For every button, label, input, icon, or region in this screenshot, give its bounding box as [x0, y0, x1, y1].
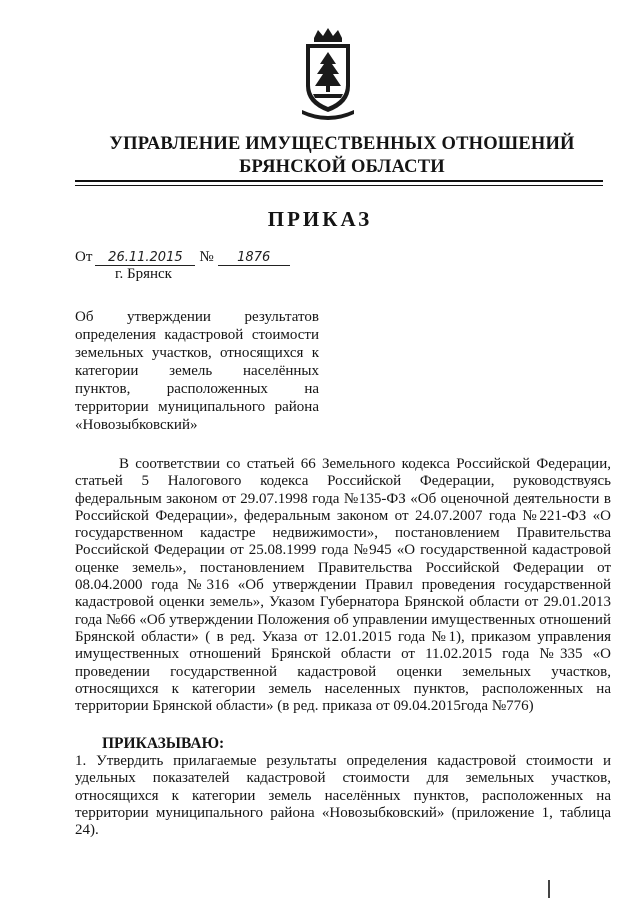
preamble [75, 456, 611, 715]
coat-of-arms-icon [300, 28, 356, 120]
item-line: 24). [75, 822, 99, 839]
body-line: оценке земель», постановлением Правительства Российской Федерации от [75, 559, 611, 576]
body-line: проведении государственной кадастровой оценки земельных участков, [75, 663, 611, 680]
order-item-1 [75, 753, 611, 839]
subject-line: «Новозыбковский» [75, 417, 198, 433]
body-line: Российской Федерации», федеральным законом от 24.07.2007 года №221-ФЗ «О [75, 507, 611, 524]
subject-line: категории земель населённых [75, 363, 319, 379]
number-label: № [199, 249, 214, 265]
order-date: 26.11.2015 [95, 250, 195, 266]
subject-line: земельных участков, относящихся к [75, 345, 319, 361]
scan-mark [548, 880, 550, 898]
body-line: статьей 5 Налогового кодекса Российской Федерации, руководствуясь [75, 473, 611, 490]
body-line: года №66 «Об утверждении Положения об управлении имущественных отношений [75, 611, 611, 628]
order-number: 1876 [218, 250, 290, 266]
from-label: От [75, 249, 93, 265]
header-rule-thick [75, 180, 603, 182]
body-line: Брянской области» ( в ред. Указа от 12.01.2015 года №1), приказом управления [75, 628, 611, 645]
body-line: Российской Федерации от 25.08.1999 года №945 «О государственной кадастровой [75, 542, 611, 559]
subject-line: определения кадастровой стоимости [75, 327, 319, 343]
body-line: В соответствии со статьей 66 Земельного кодекса Российской Федерации, [119, 456, 611, 472]
body-line: 08.04.2000 года №316 «Об утверждении Правил проведения государственной [75, 577, 611, 594]
subject-line: территории муниципального района [75, 399, 319, 415]
item-line: удельных показателей кадастровой стоимости для земельных участков, [75, 770, 611, 787]
document-title: ПРИКАЗ [267, 207, 373, 231]
date-number-line [75, 249, 290, 266]
item-line: 1. Утвердить прилагаемые результаты определения кадастровой стоимости и [75, 753, 611, 769]
subject-line: Об утверждении результатов [75, 309, 319, 325]
item-line: относящихся к категории земель населённых пунктов, расположенных на [75, 787, 611, 804]
header-rule-thin [75, 185, 603, 186]
body-line: имущественных отношений Брянской области от 11.02.2015 года №335 «О [75, 646, 611, 663]
order-heading: ПРИКАЗЫВАЮ: [102, 735, 225, 752]
body-line: федеральным законом от 29.07.1998 года №135-ФЗ «Об оценочной деятельности в [75, 490, 611, 507]
item-line: территории муниципального района «Новозыбковский» (приложение 1, таблица [75, 804, 611, 821]
body-line: относящихся к категории земель населенных пунктов, расположенных на [75, 680, 611, 697]
body-line: государственном кадастре недвижимости», постановлением Правительства [75, 525, 611, 542]
organization-name-line1: УПРАВЛЕНИЕ ИМУЩЕСТВЕННЫХ ОТНОШЕНИЙ [109, 134, 575, 154]
organization-name-line2: БРЯНСКОЙ ОБЛАСТИ [239, 157, 445, 177]
body-line: кадастровой оценки земель», Указом Губернатора Брянской области от 29.01.2013 [75, 594, 611, 611]
city: г. Брянск [115, 266, 172, 282]
body-line: территории Брянской области» (в ред. приказа от 09.04.2015года №776) [75, 698, 534, 715]
subject-line: пунктов, расположенных на [75, 381, 319, 397]
order-subject [75, 308, 319, 434]
